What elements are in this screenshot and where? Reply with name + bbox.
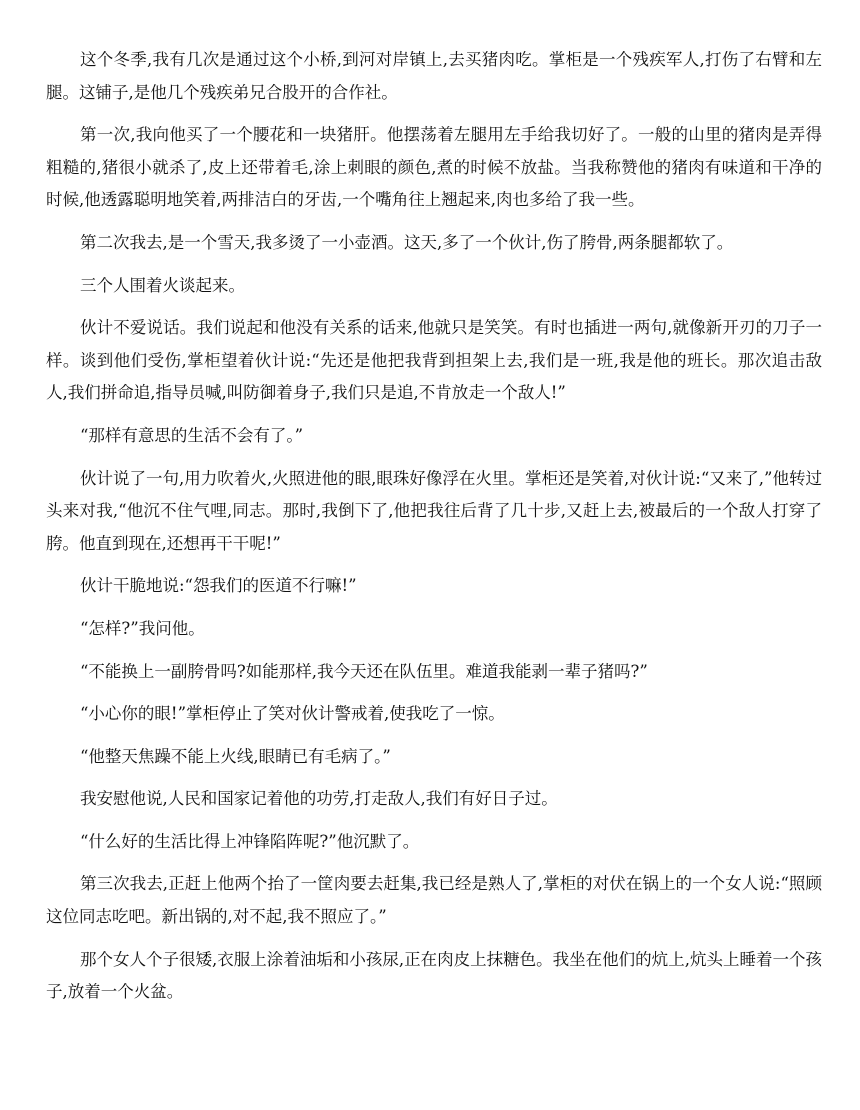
paragraph: 三个人围着火谈起来。 xyxy=(80,275,245,295)
paragraph: 我安慰他说,人民和国家记着他的功劳,打走敌人,我们有好日子过。 xyxy=(80,789,558,809)
document-page xyxy=(46,44,822,1019)
paragraph: 第二次我去,是一个雪天,我多烫了一小壶酒。这天,多了一个伙计,伤了胯骨,两条腿都软了。 xyxy=(80,232,734,252)
paragraph: 第三次我去,正赶上他两个抬了一筐肉要去赶集,我已经是熟人了,掌柜的对伏在锅上的一个女人说:“照顾这位同志吃吧。新出锅的,对不起,我不照应了。” xyxy=(46,874,822,927)
paragraph: “什么好的生活比得上冲锋陷阵呢?”他沉默了。 xyxy=(80,831,420,851)
paragraph: “小心你的眼!”掌柜停止了笑对伙计警戒着,使我吃了一惊。 xyxy=(80,704,505,724)
paragraph: “怎样?”我问他。 xyxy=(80,618,205,638)
paragraph: 伙计不爱说话。我们说起和他没有关系的话来,他就只是笑笑。有时也插进一两句,就像新开刃的刀子一样。谈到他们受伤,掌柜望着伙计说:“先还是他把我背到担架上去,我们是一班,我是他的班长。那次追击敌人,我们拼命追,指导员喊,叫防御着身子,我们只是追,不肯放走一个敌人!” xyxy=(46,318,822,403)
paragraph: “那样有意思的生活不会有了。” xyxy=(80,425,304,445)
paragraph: 伙计说了一句,用力吹着火,火照进他的眼,眼珠好像浮在火里。掌柜还是笑着,对伙计说:“又来了,”他转过头来对我,“他沉不住气哩,同志。那时,我倒下了,他把我往后背了几十步,又赶上去,被最后的一个敌人打穿了胯。他直到现在,还想再干干呢!” xyxy=(46,468,822,553)
paragraph: “不能换上一副胯骨吗?如能那样,我今天还在队伍里。难道我能剥一辈子猪吗?” xyxy=(80,661,648,681)
paragraph: 伙计干脆地说:“怨我们的医道不行嘛!” xyxy=(80,576,357,596)
paragraph: 这个冬季,我有几次是通过这个小桥,到河对岸镇上,去买猪肉吃。掌柜是一个残疾军人,打伤了右臂和左腿。这铺子,是他几个残疾弟兄合股开的合作社。 xyxy=(46,50,822,102)
paragraph: 那个女人个子很矮,衣服上涂着油垢和小孩尿,正在肉皮上抹糖色。我坐在他们的炕上,炕头上睡着一个孩子,放着一个火盆。 xyxy=(46,949,822,1002)
paragraph: “他整天焦躁不能上火线,眼睛已有毛病了。” xyxy=(80,746,391,766)
paragraph: 第一次,我向他买了一个腰花和一块猪肝。他摆荡着左腿用左手给我切好了。一般的山里的猪肉是弄得粗糙的,猪很小就杀了,皮上还带着毛,涂上刺眼的颜色,煮的时候不放盐。当我称赞他的猪肉有味道和干净的时候,他透露聪明地笑着,两排洁白的牙齿,一个嘴角往上翘起来,肉也多给了我一些。 xyxy=(46,125,822,210)
